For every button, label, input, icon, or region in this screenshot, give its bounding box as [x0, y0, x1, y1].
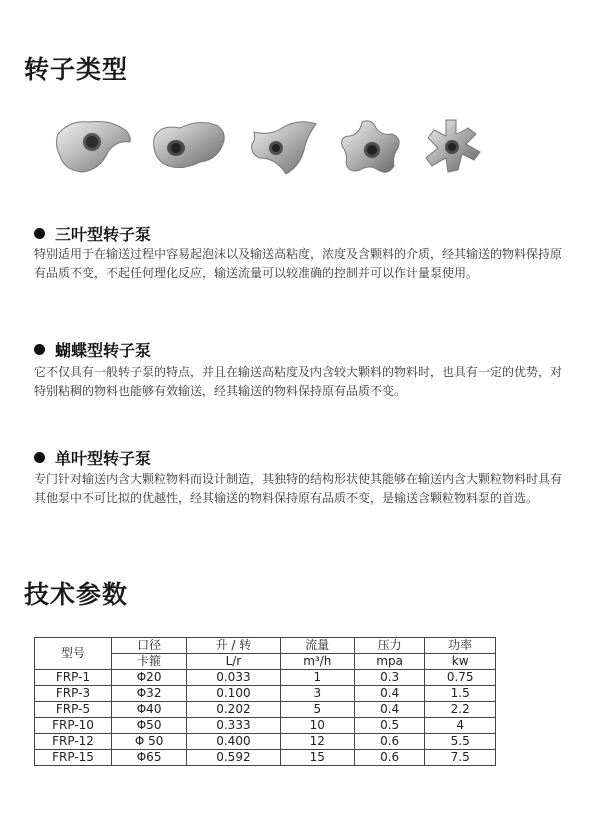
star-rotor-icon: [336, 116, 406, 178]
table-cell: Φ 50: [112, 734, 187, 750]
section-title-text: 蝴蝶型转子泵: [55, 341, 152, 360]
section-title-text: 三叶型转子泵: [55, 225, 152, 244]
table-cell: 0.100: [187, 686, 280, 702]
table-row: [35, 734, 496, 750]
table-cell: 0.033: [187, 670, 280, 686]
section-description: 专门针对输送内含大颗粒物料而设计制造，其独特的结构形状使其能够在输送内含大颗粒物料时具有其他泵中不可比拟的优越性，经其输送的物料保持原有品质不变，是输送含颗粒物料泵的首选。: [34, 472, 563, 505]
butterfly-rotor-icon: [246, 114, 324, 180]
section-title: [34, 222, 151, 245]
table-cell: 12: [280, 734, 354, 750]
table-cell: 10: [280, 718, 354, 734]
section-title: [34, 338, 151, 361]
unit-cell: m³/h: [280, 654, 354, 670]
table-cell: 0.400: [187, 734, 280, 750]
table-cell: 1.5: [425, 686, 496, 702]
table-cell: 0.3: [354, 670, 424, 686]
four-lobe-rotor-icon: [422, 116, 488, 178]
bullet-icon: [34, 452, 45, 463]
model-cell: FRP-12: [35, 734, 112, 750]
table-cell: 2.2: [425, 702, 496, 718]
bullet-icon: [34, 344, 45, 355]
table-cell: 15: [280, 750, 354, 766]
section-description: 特别适用于在输送过程中容易起泡沫以及输送高粘度，浓度及含颗料的介质，经其输送的物料保持原有品质不变，不起任何理化反应，输送流量可以较准确的控制并可以作计量泵使用。: [34, 247, 563, 280]
table-cell: 5: [280, 702, 354, 718]
model-cell: FRP-5: [35, 702, 112, 718]
table-row: [35, 686, 496, 702]
section-title: [34, 446, 151, 469]
table-cell: 0.202: [187, 702, 280, 718]
header-cell: 压力: [354, 638, 424, 654]
unit-cell: 卡箍: [112, 654, 187, 670]
table-cell: 0.75: [425, 670, 496, 686]
table-cell: 0.6: [354, 734, 424, 750]
header-cell: 功率: [425, 638, 496, 654]
unit-cell: kw: [425, 654, 496, 670]
table-cell: 4: [425, 718, 496, 734]
table-cell: 7.5: [425, 750, 496, 766]
unit-cell: mpa: [354, 654, 424, 670]
unit-cell: L/r: [187, 654, 280, 670]
table-cell: Φ65: [112, 750, 187, 766]
table-row: [35, 718, 496, 734]
model-cell: FRP-3: [35, 686, 112, 702]
header-cell: 流量: [280, 638, 354, 654]
tri-lobe-rotor-icon: [50, 112, 140, 182]
section-description: 它不仅具有一般转子泵的特点，并且在输送高粘度及内含较大颗料的物料时，也具有一定的优势，对特别粘稠的物料也能够有效输送，经其输送的物料保持原有品质不变。: [34, 365, 563, 398]
table-cell: 0.4: [354, 702, 424, 718]
table-cell: 1: [280, 670, 354, 686]
table-cell: Φ20: [112, 670, 187, 686]
tech-params-heading: 技术参数: [24, 580, 129, 609]
model-cell: FRP-1: [35, 670, 112, 686]
bi-lobe-rotor-icon: [150, 116, 230, 176]
spec-table: [34, 637, 496, 766]
table-cell: Φ32: [112, 686, 187, 702]
table-cell: 0.5: [354, 718, 424, 734]
model-cell: FRP-15: [35, 750, 112, 766]
table-header-row: [35, 638, 496, 654]
header-model: 型号: [35, 638, 112, 670]
table-row: [35, 670, 496, 686]
table-cell: 5.5: [425, 734, 496, 750]
rotor-types-heading: 转子类型: [24, 55, 129, 84]
header-cell: 口径: [112, 638, 187, 654]
header-cell: 升 / 转: [187, 638, 280, 654]
table-cell: 0.333: [187, 718, 280, 734]
rotor-images: [50, 112, 490, 182]
table-cell: 0.6: [354, 750, 424, 766]
section-title-text: 单叶型转子泵: [55, 449, 152, 468]
model-cell: FRP-10: [35, 718, 112, 734]
table-cell: 3: [280, 686, 354, 702]
table-cell: Φ40: [112, 702, 187, 718]
table-cell: 0.4: [354, 686, 424, 702]
bullet-icon: [34, 228, 45, 239]
table-cell: 0.592: [187, 750, 280, 766]
table-row: [35, 702, 496, 718]
table-row: [35, 750, 496, 766]
table-cell: Φ50: [112, 718, 187, 734]
